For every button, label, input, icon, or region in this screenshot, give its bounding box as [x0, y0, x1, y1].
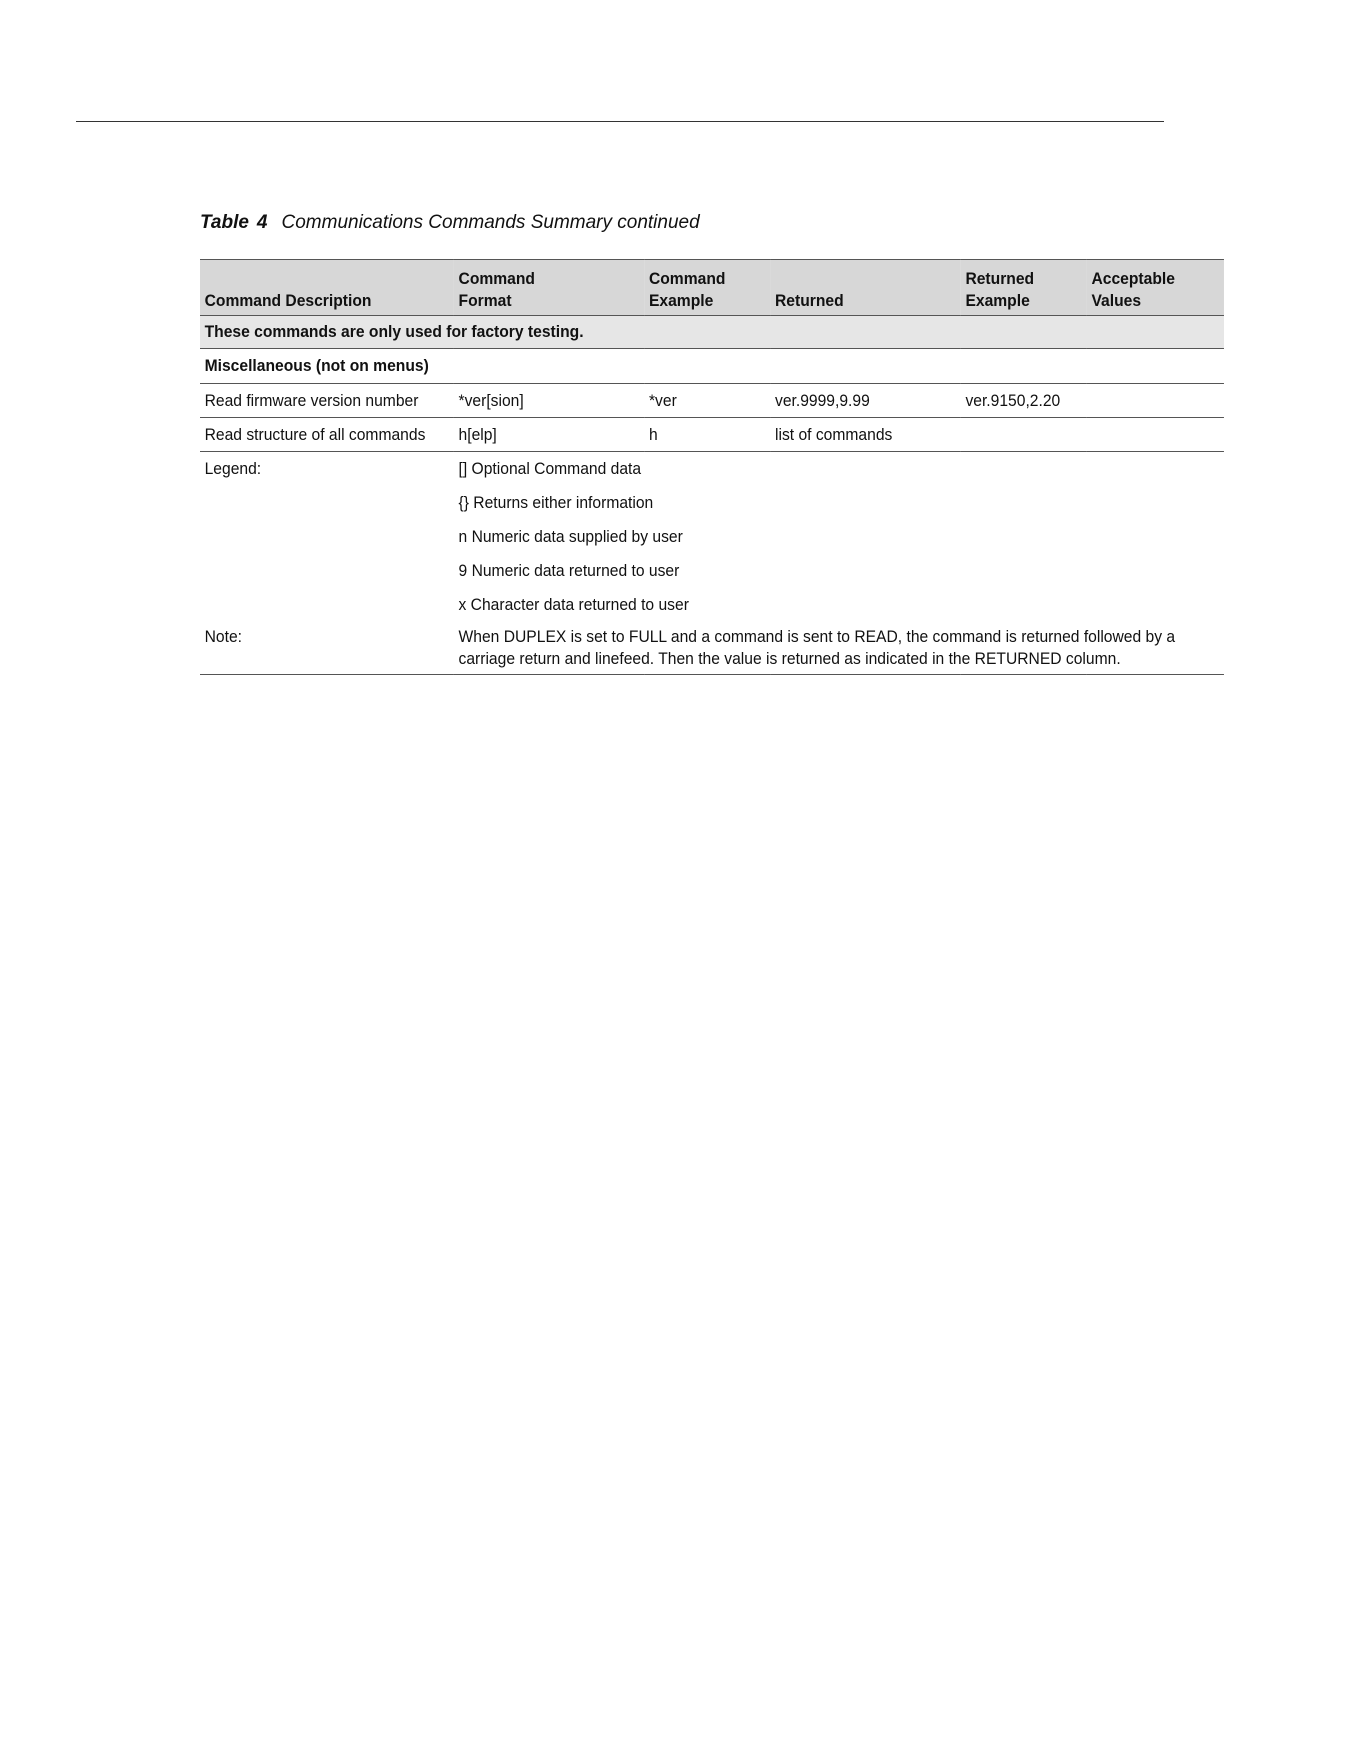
legend-spacer	[200, 520, 454, 554]
note-row	[200, 622, 1224, 675]
header-command-example-text: Command Example	[648, 269, 726, 310]
commands-table	[200, 259, 1224, 675]
cell-returned: ver.9999,9.99	[770, 384, 960, 418]
section-title: These commands are only used for factory testing.	[200, 316, 1224, 349]
cell-acceptable	[1087, 418, 1224, 452]
header-command-format-text: Command Format	[458, 269, 535, 310]
header-command-format	[454, 260, 644, 316]
header-command-description: Command Description	[200, 260, 454, 316]
header-returned-example-text: Returned Example	[965, 269, 1035, 310]
cell-format: h[elp]	[454, 418, 644, 452]
cell-example: *ver	[644, 384, 770, 418]
legend-row	[200, 520, 1224, 554]
header-acceptable-values	[1087, 260, 1224, 316]
caption-title: Communications Commands Summary continued	[281, 212, 700, 233]
table-header-row	[200, 260, 1224, 316]
cell-description: Read structure of all commands	[200, 418, 454, 452]
legend-row	[200, 452, 1224, 487]
legend-item: {} Returns either information	[458, 493, 654, 512]
legend-row	[200, 588, 1224, 622]
cell-example: h	[644, 418, 770, 452]
cell-returned: list of commands	[770, 418, 960, 452]
header-returned-example	[961, 260, 1087, 316]
header-rule	[76, 121, 1164, 122]
section-row	[200, 316, 1224, 349]
legend-row	[200, 486, 1224, 520]
cell-returned-example	[961, 418, 1087, 452]
table-row	[200, 418, 1224, 452]
table-row	[200, 384, 1224, 418]
note-label: Note:	[200, 622, 454, 675]
legend-spacer	[200, 486, 454, 520]
legend-row	[200, 554, 1224, 588]
legend-label: Legend:	[204, 459, 262, 478]
note-text	[454, 622, 1224, 675]
caption-label: Table	[200, 212, 249, 233]
note-line-2: carriage return and linefeed. Then the value is returned as indicated in the RETURNED column.	[458, 649, 1121, 668]
cell-description: Read firmware version number	[200, 384, 454, 418]
legend-spacer	[200, 554, 454, 588]
group-row	[200, 349, 1224, 384]
header-command-example	[644, 260, 770, 316]
header-returned: Returned	[770, 260, 960, 316]
cell-format: *ver[sion]	[454, 384, 644, 418]
caption-number: 4	[256, 212, 268, 233]
legend-item: [] Optional Command data	[458, 459, 642, 478]
table-caption	[200, 212, 700, 234]
header-acceptable-values-text: Acceptable Values	[1091, 269, 1175, 310]
legend-item: n Numeric data supplied by user	[458, 527, 683, 546]
cell-returned-example: ver.9150,2.20	[961, 384, 1087, 418]
legend-item: 9 Numeric data returned to user	[458, 561, 680, 580]
note-line-1: When DUPLEX is set to FULL and a command is sent to READ, the command is returned followed by a	[458, 627, 1176, 646]
group-title: Miscellaneous (not on menus)	[200, 349, 1224, 384]
legend-item: x Character data returned to user	[458, 595, 689, 614]
cell-acceptable	[1087, 384, 1224, 418]
legend-spacer	[200, 588, 454, 622]
